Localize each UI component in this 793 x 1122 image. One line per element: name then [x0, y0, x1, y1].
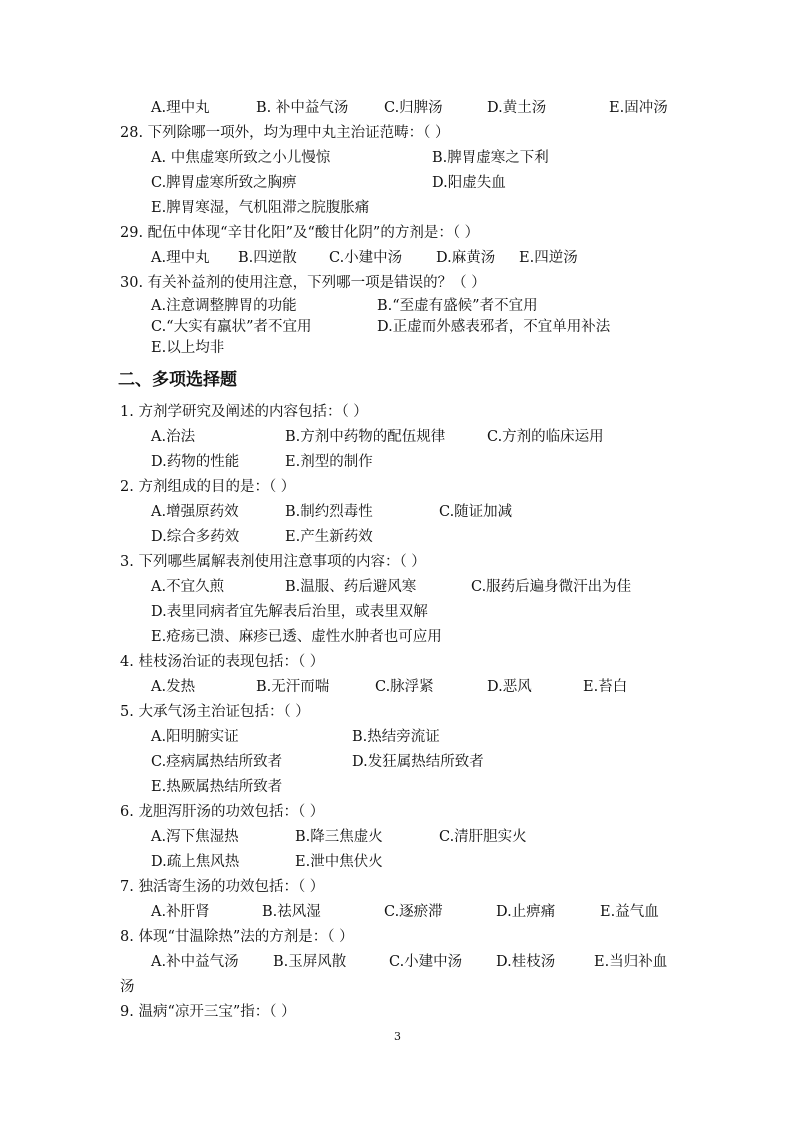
option-text: C.方剂的临床运用 — [487, 429, 604, 445]
option-text: A.治法 — [151, 429, 196, 445]
question-text: 30. 有关补益剂的使用注意，下列哪一项是错误的？（ ） — [120, 275, 486, 291]
option-text-continued: 汤 — [120, 979, 135, 995]
option-text: C.“大实有羸状”者不宜用 — [151, 319, 312, 335]
option-text: B.“至虚有盛候”者不宜用 — [377, 298, 538, 314]
option-text: E.疮疡已溃、麻疹已透、虚性水肿者也可应用 — [151, 629, 442, 645]
option-text: E.四逆汤 — [519, 250, 578, 266]
option-text: E.苔白 — [583, 679, 628, 695]
question-text: 9. 温病“凉开三宝”指：（ ） — [120, 1004, 296, 1020]
option-text: C.脾胃虚寒所致之胸痹 — [151, 175, 297, 191]
section-heading: 二、多项选择题 — [118, 370, 237, 390]
option-text: C.清肝胆实火 — [439, 829, 527, 845]
option-text: C.随证加减 — [439, 504, 513, 520]
option-text: D.正虚而外感表邪者，不宜单用补法 — [377, 319, 611, 335]
option-text: B.脾胃虚寒之下利 — [432, 150, 549, 166]
option-text: A.泻下焦湿热 — [151, 829, 239, 845]
question-text: 6. 龙胆泻肝汤的功效包括：（ ） — [120, 804, 325, 820]
option-text: C.逐瘀滞 — [384, 904, 443, 920]
option-text: A.不宜久煎 — [151, 579, 225, 595]
option-text: E.产生新药效 — [285, 529, 373, 545]
option-text: C.脉浮紧 — [375, 679, 434, 695]
option-text: A.补肝肾 — [151, 904, 210, 920]
option-text: D.疏上焦风热 — [151, 854, 240, 870]
option-text: E.益气血 — [600, 904, 659, 920]
option-text: E.泄中焦伏火 — [295, 854, 383, 870]
option-text: C.小建中汤 — [389, 954, 463, 970]
option-text: B.温服、药后避风寒 — [285, 579, 417, 595]
option-text: B.四逆散 — [238, 250, 297, 266]
option-text: A.理中丸 — [151, 250, 210, 266]
option-text: E.脾胃寒湿，气机阻滞之脘腹胀痛 — [151, 200, 370, 216]
option-text: D.桂枝汤 — [496, 954, 556, 970]
option-text: E.当归补血 — [594, 954, 668, 970]
option-text: D.恶风 — [487, 679, 532, 695]
option-text: A. 中焦虚寒所致之小儿慢惊 — [151, 150, 331, 166]
option-text: C.归脾汤 — [384, 100, 443, 116]
question-text: 3. 下列哪些属解表剂使用注意事项的内容：（ ） — [120, 554, 426, 570]
option-text: B.制约烈毒性 — [285, 504, 373, 520]
option-text: C.服药后遍身微汗出为佳 — [471, 579, 632, 595]
question-text: 2. 方剂组成的目的是：（ ） — [120, 479, 296, 495]
question-text: 4. 桂枝汤治证的表现包括：（ ） — [120, 654, 325, 670]
option-text: C.小建中汤 — [329, 250, 403, 266]
option-text: D.表里同病者宜先解表后治里，或表里双解 — [151, 604, 428, 620]
option-text: A.阳明腑实证 — [151, 729, 239, 745]
option-text: E.剂型的制作 — [285, 454, 373, 470]
option-text: D.药物的性能 — [151, 454, 240, 470]
option-text: D.麻黄汤 — [436, 250, 496, 266]
question-text: 5. 大承气汤主治证包括：（ ） — [120, 704, 310, 720]
option-text: A.增强原药效 — [151, 504, 239, 520]
option-text: D.发狂属热结所致者 — [352, 754, 484, 770]
option-text: A.理中丸 — [151, 100, 210, 116]
question-text: 7. 独活寄生汤的功效包括：（ ） — [120, 879, 325, 895]
question-text: 8. 体现“甘温除热”法的方剂是：（ ） — [120, 929, 354, 945]
option-text: A.补中益气汤 — [151, 954, 239, 970]
option-text: E.热厥属热结所致者 — [151, 779, 283, 795]
option-text: A.注意调整脾胃的功能 — [151, 298, 297, 314]
option-text: B.玉屏风散 — [273, 954, 347, 970]
option-text: D.阳虚失血 — [432, 175, 506, 191]
option-text: B. 补中益气汤 — [256, 100, 349, 116]
option-text: B.热结旁流证 — [352, 729, 440, 745]
option-text: D.黄土汤 — [487, 100, 547, 116]
option-text: E.固冲汤 — [609, 100, 668, 116]
option-text: A.发热 — [151, 679, 196, 695]
option-text: D.综合多药效 — [151, 529, 240, 545]
page-number: 3 — [394, 1030, 401, 1043]
option-text: E.以上均非 — [151, 340, 225, 356]
question-text: 28. 下列除哪一项外，均为理中丸主治证范畴：（ ） — [120, 125, 450, 141]
option-text: D.止痹痛 — [496, 904, 556, 920]
question-text: 29. 配伍中体现“辛甘化阳”及“酸甘化阴”的方剂是：（ ） — [120, 225, 480, 241]
option-text: B.祛风湿 — [262, 904, 321, 920]
question-text: 1. 方剂学研究及阐述的内容包括：（ ） — [120, 404, 368, 420]
option-text: B.无汗而喘 — [256, 679, 330, 695]
option-text: B.降三焦虚火 — [295, 829, 383, 845]
option-text: B.方剂中药物的配伍规律 — [285, 429, 446, 445]
option-text: C.痉病属热结所致者 — [151, 754, 283, 770]
